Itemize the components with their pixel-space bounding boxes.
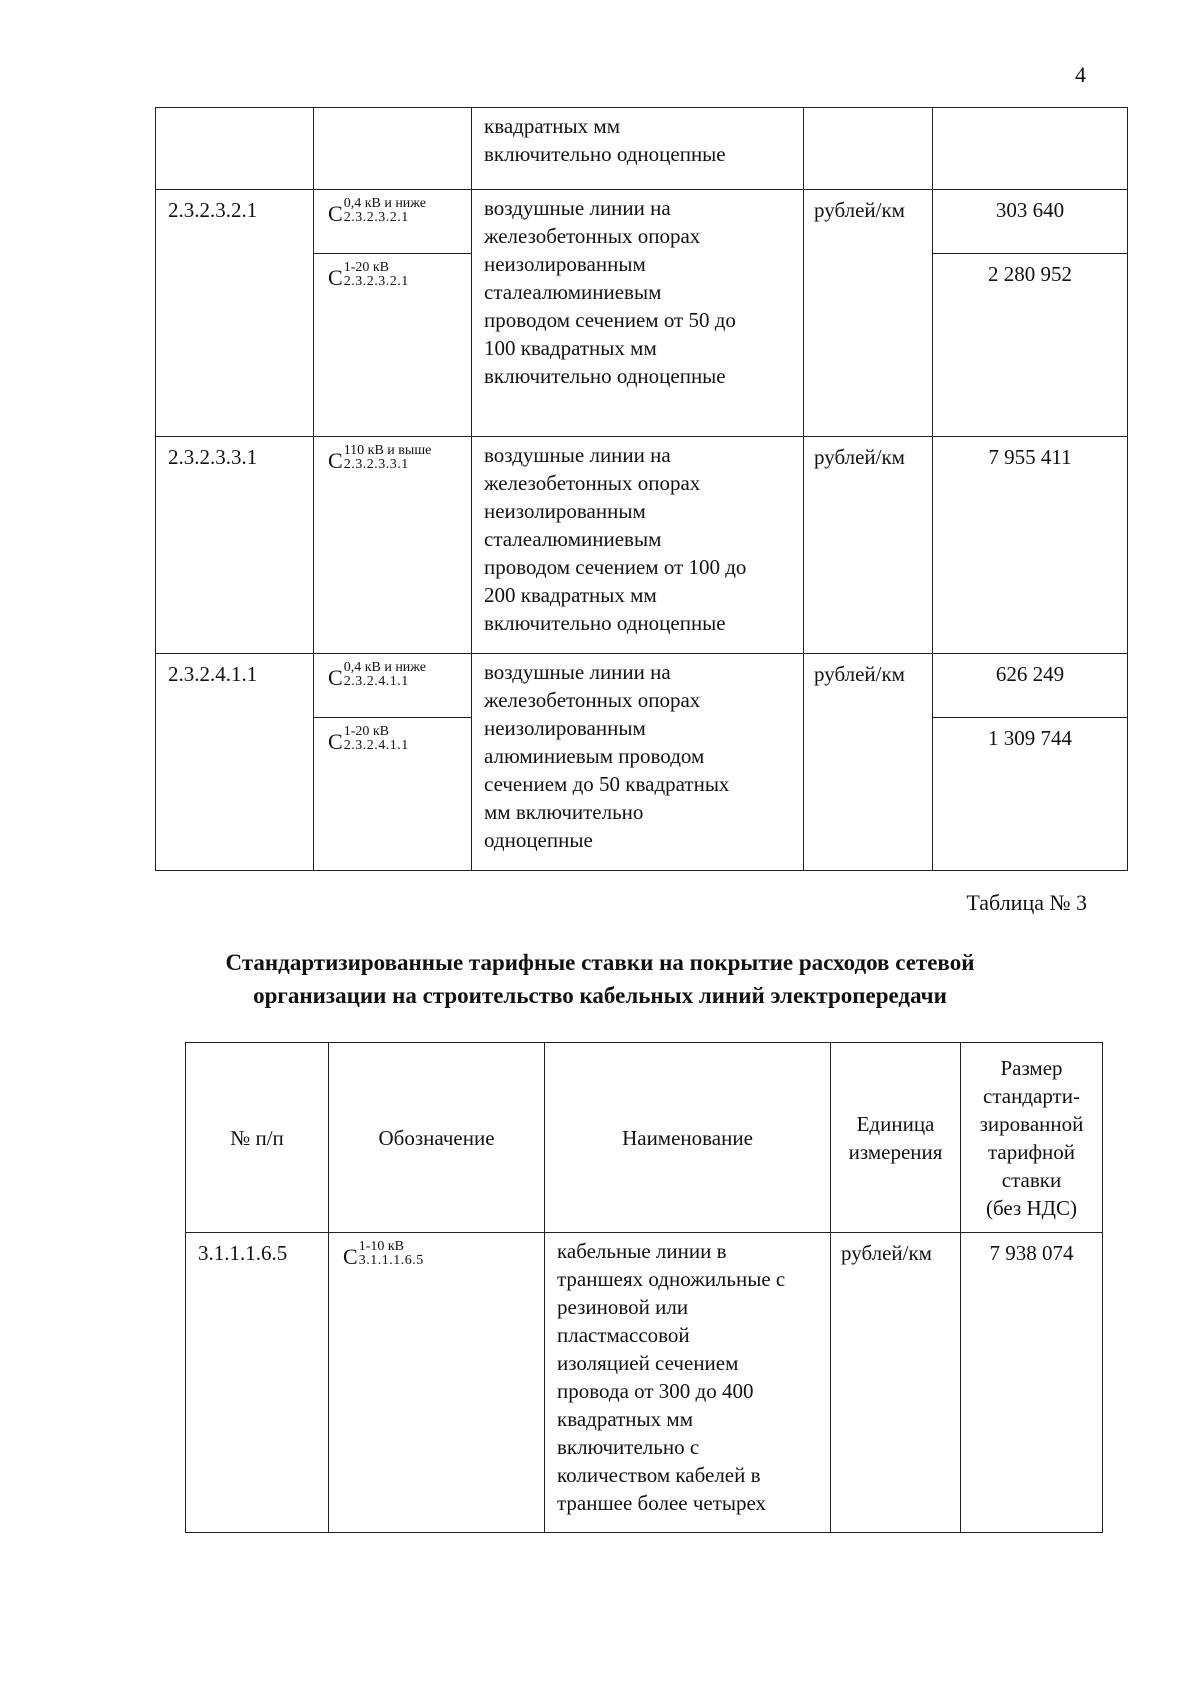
- name-line: резиновой или: [557, 1295, 689, 1319]
- header-line: (без НДС): [985, 1195, 1077, 1220]
- symbol-subscript: 3.1.1.1.6.5: [358, 1253, 424, 1268]
- value-cell: 303 640: [933, 190, 1128, 254]
- unit-cell: рублей/км: [804, 437, 933, 654]
- name-line: проводом сечением от 50 до: [484, 308, 736, 332]
- symbol-superscript: 0,4 кВ и ниже: [343, 660, 427, 675]
- value-cell: [933, 108, 1128, 190]
- header-name: Наименование: [545, 1043, 831, 1233]
- name-cell: [545, 1233, 831, 1533]
- heading-line: Стандартизированные тарифные ставки на покрытие расходов сетевой: [225, 950, 975, 975]
- name-line: алюминиевым проводом: [484, 744, 705, 768]
- name-line: количеством кабелей в: [557, 1463, 761, 1487]
- tariff-symbol: [328, 196, 426, 232]
- designation-cell: [314, 437, 472, 654]
- header-line: ставки: [1001, 1167, 1062, 1192]
- name-line: сталеалюминиевым: [484, 280, 662, 304]
- designation-cell: [314, 718, 472, 871]
- symbol-subscript: 2.3.2.3.2.1: [343, 210, 409, 225]
- name-line: включительно одноцепные: [484, 364, 726, 388]
- table-row: [156, 654, 1128, 718]
- name-line: кабельные линии в: [557, 1239, 727, 1263]
- symbol-superscript: 1-20 кВ: [343, 260, 389, 275]
- name-line: одноцепные: [484, 828, 593, 852]
- tariff-symbol: [328, 724, 409, 760]
- table-header-row: [186, 1043, 1103, 1233]
- name-cell: [472, 108, 804, 190]
- value-cell: 2 280 952: [933, 254, 1128, 437]
- header-unit: [831, 1043, 961, 1233]
- symbol-letter: C: [328, 729, 343, 754]
- name-line: 100 квадратных мм: [484, 336, 657, 360]
- name-line: проводом сечением от 100 до: [484, 555, 747, 579]
- name-line: включительно с: [557, 1435, 700, 1459]
- name-cell: [472, 654, 804, 871]
- page-number: 4: [1075, 62, 1086, 87]
- value-cell: 7 938 074: [961, 1233, 1103, 1533]
- header-line: стандарти-: [983, 1083, 1080, 1108]
- tariff-symbol: [328, 260, 409, 296]
- symbol-letter: C: [328, 265, 343, 290]
- designation-cell: [314, 654, 472, 718]
- designation-cell: [329, 1233, 545, 1533]
- name-line: пластмассовой: [557, 1323, 690, 1347]
- name-line: 200 квадратных мм: [484, 583, 657, 607]
- symbol-subscript: 2.3.2.3.3.1: [343, 457, 409, 472]
- name-line: сечением до 50 квадратных: [484, 772, 730, 796]
- row-number: 3.1.1.1.6.5: [186, 1233, 329, 1533]
- header-num: № п/п: [186, 1043, 329, 1233]
- designation-cell: [314, 254, 472, 437]
- name-line: сталеалюминиевым: [484, 527, 662, 551]
- symbol-superscript: 0,4 кВ и ниже: [343, 196, 427, 211]
- name-line: воздушные линии на: [484, 196, 671, 220]
- tariff-table-2: [155, 107, 1128, 871]
- table-caption: Таблица № 3: [966, 890, 1087, 915]
- name-line: воздушные линии на: [484, 443, 671, 467]
- designation-cell: [314, 108, 472, 190]
- name-line: включительно одноцепные: [484, 611, 726, 635]
- unit-cell: рублей/км: [831, 1233, 961, 1533]
- section-heading: [120, 946, 1080, 1012]
- name-cell: [472, 190, 804, 437]
- unit-cell: рублей/км: [804, 654, 933, 871]
- row-number: 2.3.2.3.2.1: [156, 190, 314, 437]
- name-line: неизолированным: [484, 716, 646, 740]
- header-designation: Обозначение: [329, 1043, 545, 1233]
- symbol-letter: C: [328, 665, 343, 690]
- name-line: мм включительно: [484, 800, 644, 824]
- name-line: квадратных мм: [484, 114, 620, 138]
- tariff-symbol: [328, 660, 426, 696]
- symbol-letter: C: [328, 448, 343, 473]
- symbol-letter: C: [328, 201, 343, 226]
- name-line: железобетонных опорах: [484, 471, 701, 495]
- name-line: траншее более четырех: [557, 1491, 767, 1515]
- unit-cell: [804, 108, 933, 190]
- header-line: Размер: [1000, 1055, 1063, 1080]
- name-line: воздушные линии на: [484, 660, 671, 684]
- name-line: провода от 300 до 400: [557, 1379, 754, 1403]
- num-cell: [156, 108, 314, 190]
- name-line: неизолированным: [484, 252, 646, 276]
- header-value: [961, 1043, 1103, 1233]
- value-cell: 626 249: [933, 654, 1128, 718]
- symbol-subscript: 2.3.2.4.1.1: [343, 674, 409, 689]
- name-line: включительно одноцепные: [484, 142, 726, 166]
- tariff-symbol: [343, 1239, 424, 1275]
- symbol-superscript: 1-10 кВ: [358, 1239, 404, 1254]
- header-line: тарифной: [987, 1139, 1076, 1164]
- table-row: [156, 437, 1128, 654]
- name-line: траншеях одножильные с: [557, 1267, 786, 1291]
- name-line: квадратных мм: [557, 1407, 693, 1431]
- unit-cell: рублей/км: [804, 190, 933, 437]
- symbol-superscript: 110 кВ и выше: [343, 443, 432, 458]
- row-number: 2.3.2.4.1.1: [156, 654, 314, 871]
- header-line: зированной: [979, 1111, 1084, 1136]
- heading-line: организации на строительство кабельных линий электропередачи: [253, 983, 947, 1008]
- header-line: измерения: [848, 1139, 943, 1164]
- symbol-letter: C: [343, 1244, 358, 1269]
- table-row: [156, 190, 1128, 254]
- name-line: изоляцией сечением: [557, 1351, 739, 1375]
- symbol-subscript: 2.3.2.4.1.1: [343, 738, 409, 753]
- table-row: [186, 1233, 1103, 1533]
- symbol-superscript: 1-20 кВ: [343, 724, 389, 739]
- name-line: неизолированным: [484, 499, 646, 523]
- tariff-symbol: [328, 443, 431, 479]
- value-cell: 1 309 744: [933, 718, 1128, 871]
- table-row-continuation: [156, 108, 1128, 190]
- tariff-table-3: [185, 1042, 1103, 1533]
- name-cell: [472, 437, 804, 654]
- header-line: Единица: [856, 1111, 935, 1136]
- name-line: железобетонных опорах: [484, 224, 701, 248]
- symbol-subscript: 2.3.2.3.2.1: [343, 274, 409, 289]
- name-line: железобетонных опорах: [484, 688, 701, 712]
- designation-cell: [314, 190, 472, 254]
- row-number: 2.3.2.3.3.1: [156, 437, 314, 654]
- value-cell: 7 955 411: [933, 437, 1128, 654]
